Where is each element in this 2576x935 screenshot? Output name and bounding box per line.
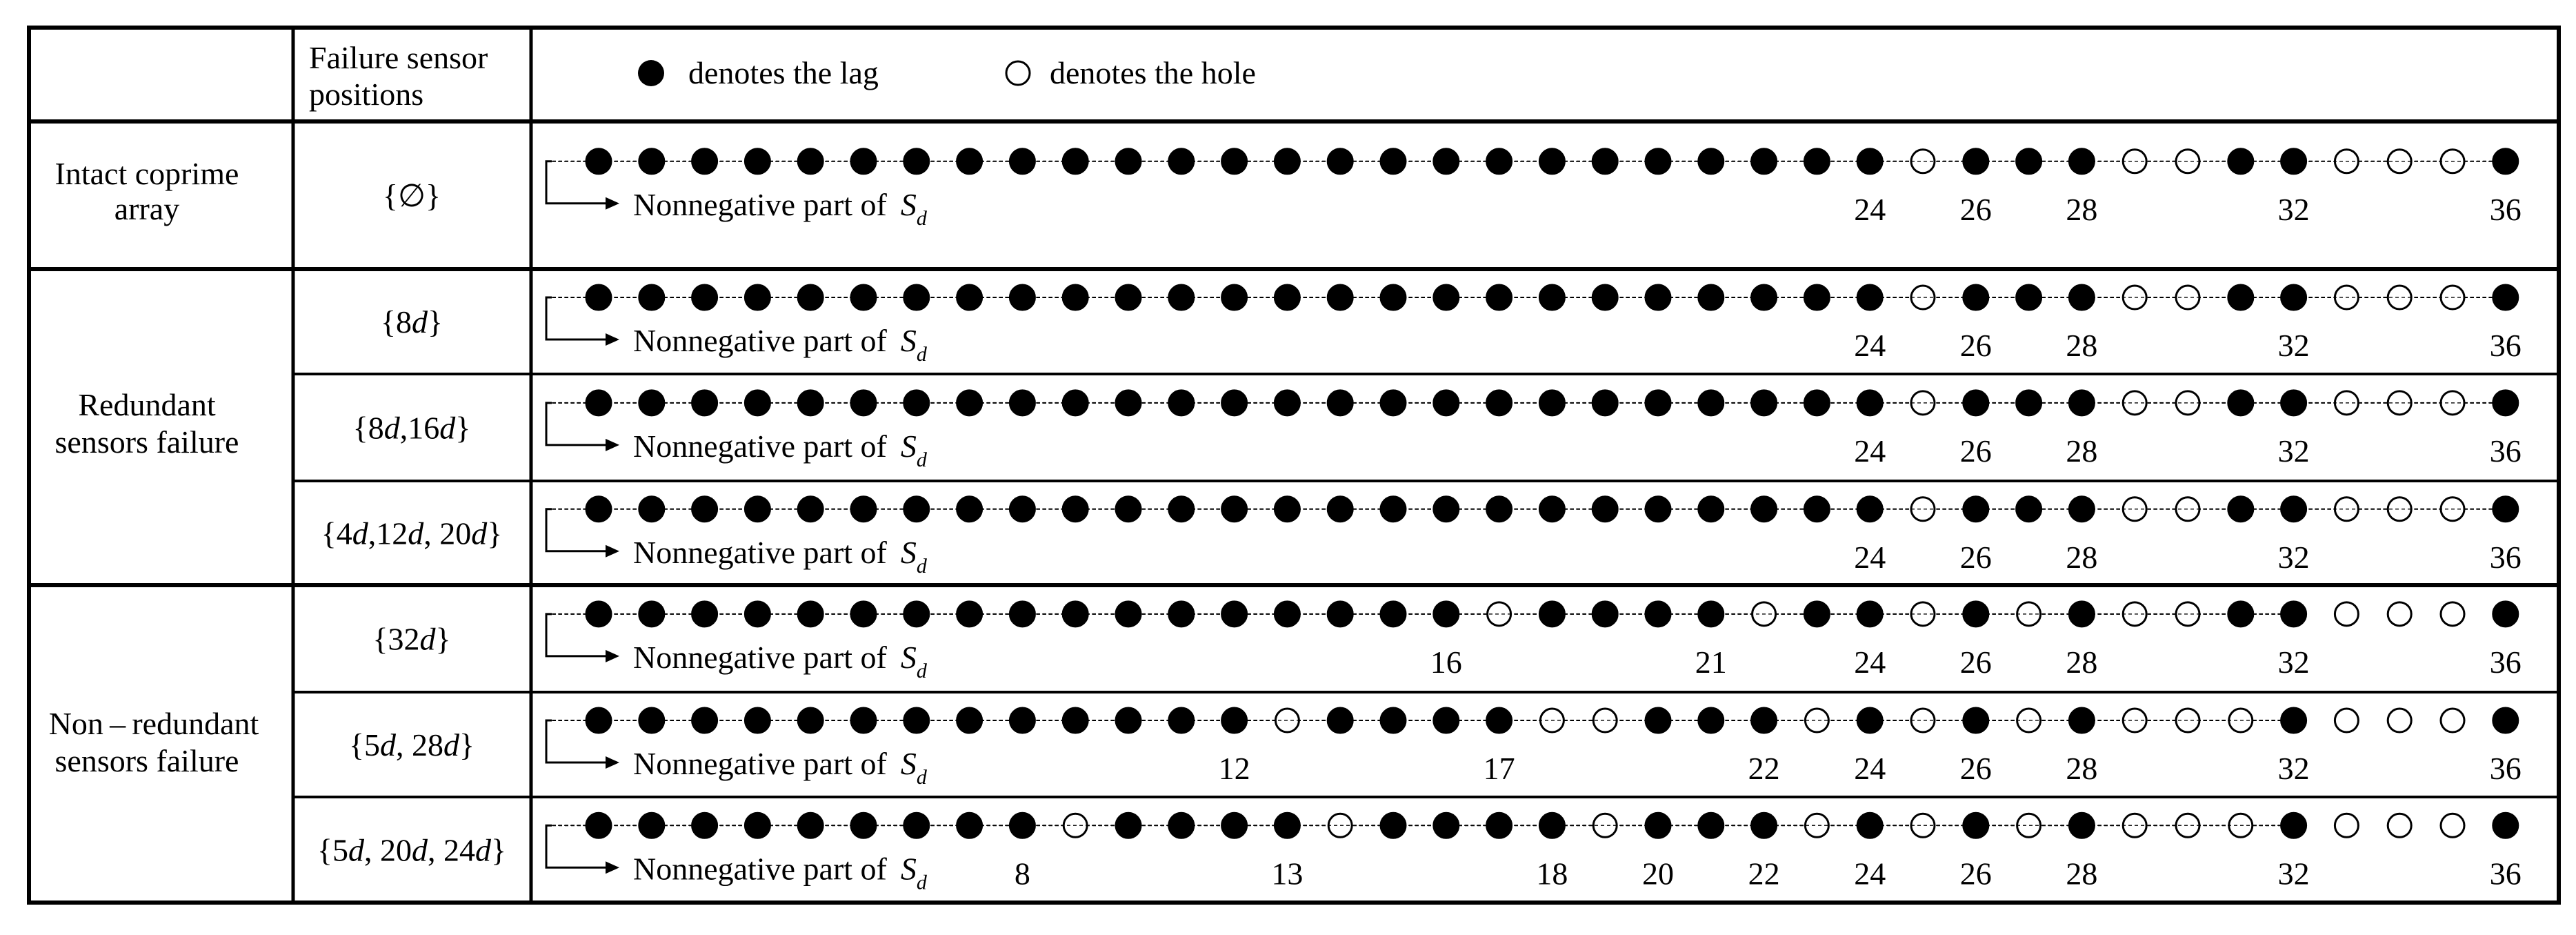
group-redundant-line1: Redundant	[78, 387, 216, 422]
failure-positions-part: d	[380, 727, 396, 762]
legend-lag-label: denotes the lag	[688, 55, 879, 90]
arrowhead	[606, 333, 619, 346]
arrowhead	[606, 650, 619, 662]
lag-tick-label: 24	[1854, 539, 1886, 575]
set-symbol: S	[900, 186, 917, 222]
legend-hole-marker	[1006, 61, 1030, 85]
failure-positions-part: d	[408, 515, 424, 551]
set-symbol: S	[900, 323, 917, 359]
lag-tick-label: 24	[1854, 856, 1886, 892]
failure-positions-part: {8	[380, 304, 412, 339]
failure-positions-part: d	[412, 832, 428, 868]
failure-positions-part: }	[455, 410, 471, 446]
lag-tick-label: 17	[1483, 751, 1515, 787]
arrowhead	[606, 197, 619, 210]
nonnegative-part-text: Nonnegative part of	[633, 186, 887, 222]
lag-marker	[2493, 812, 2519, 838]
lag-tick-label: 36	[2489, 191, 2522, 227]
nonnegative-part-text: Nonnegative part of	[633, 639, 887, 675]
set-subscript: d	[916, 343, 927, 366]
group-nonredundant-line1: Non – redundant	[48, 706, 259, 741]
failure-positions-part: d	[443, 727, 459, 762]
header-failure-positions-line2: positions	[309, 77, 424, 112]
lag-tick-label: 16	[1430, 644, 1462, 680]
lag-tick-label: 32	[2277, 328, 2310, 364]
failure-positions-part: d	[419, 621, 436, 657]
lag-tick-label: 26	[1959, 856, 1992, 892]
nonnegative-part-text: Nonnegative part of	[633, 851, 887, 887]
set-subscript: d	[916, 554, 927, 578]
failure-positions-part: d	[352, 515, 368, 551]
failure-positions-label	[372, 622, 450, 657]
failure-positions-part: , 28	[396, 727, 443, 762]
lag-row	[546, 284, 2522, 366]
failure-positions-part: {5	[348, 727, 380, 762]
set-subscript: d	[916, 448, 927, 471]
header-failure-positions-line1: Failure sensor	[309, 40, 488, 75]
nonnegative-part-text: Nonnegative part of	[633, 746, 887, 782]
nonnegative-part-label	[633, 851, 928, 894]
lag-tick-label: 28	[2066, 433, 2098, 469]
failure-positions-part: }	[459, 727, 475, 762]
lag-row	[546, 496, 2522, 578]
lag-tick-label: 24	[1854, 751, 1886, 787]
table-header	[309, 40, 1256, 112]
nonnegative-part-label	[633, 640, 928, 682]
lag-tick-label: 32	[2277, 856, 2310, 892]
legend-lag-marker	[638, 60, 664, 86]
nonnegative-part-label	[633, 187, 928, 230]
nonnegative-part-text: Nonnegative part of	[633, 323, 887, 359]
lag-tick-label: 12	[1218, 751, 1250, 787]
lag-tick-label: 13	[1271, 856, 1304, 892]
lag-tick-label: 26	[1959, 539, 1992, 575]
failure-positions-label	[349, 727, 475, 762]
failure-positions-part: }	[487, 515, 503, 551]
lag-row	[546, 601, 2522, 682]
failure-positions-label	[383, 178, 441, 213]
group-labels	[49, 156, 259, 778]
lag-tick-label: 36	[2489, 644, 2522, 680]
set-subscript: d	[916, 871, 927, 894]
lag-rows	[546, 148, 2522, 894]
lag-tick-label: 24	[1854, 644, 1886, 680]
hole-marker	[2388, 814, 2411, 837]
lag-tick-label: 24	[1854, 328, 1886, 364]
failure-positions-part: , 20	[423, 515, 472, 551]
lag-tick-label: 20	[1642, 856, 1674, 892]
set-subscript: d	[916, 206, 927, 230]
hole-marker	[2335, 602, 2358, 626]
lag-tick-label: 8	[1014, 856, 1030, 892]
lag-tick-label: 26	[1959, 644, 1992, 680]
lag-row	[546, 812, 2522, 894]
failure-positions-label	[317, 833, 506, 868]
failure-positions-part: d	[475, 832, 491, 868]
failure-positions-part: d	[348, 832, 364, 868]
lag-tick-label: 28	[2066, 644, 2098, 680]
lag-tick-label: 36	[2489, 751, 2522, 787]
nonnegative-part-label	[633, 429, 928, 471]
failure-positions-part: d	[383, 410, 400, 446]
lag-tick-label: 21	[1695, 644, 1727, 680]
lag-marker	[2493, 601, 2519, 627]
nonnegative-part-label	[633, 323, 928, 366]
lag-tick-label: 28	[2066, 856, 2098, 892]
lag-row	[546, 390, 2522, 471]
failure-positions-part: ,16	[399, 410, 440, 446]
set-symbol: S	[900, 851, 917, 887]
lag-tick-label: 32	[2277, 751, 2310, 787]
lag-tick-label: 26	[1959, 191, 1992, 227]
failure-positions-part: {	[382, 178, 398, 213]
group-redundant-line2: sensors failure	[54, 424, 239, 460]
hole-marker	[2335, 709, 2358, 732]
lag-tick-label: 28	[2066, 539, 2098, 575]
set-subscript: d	[916, 766, 927, 789]
lag-tick-label: 36	[2489, 433, 2522, 469]
failure-positions-label	[381, 304, 443, 339]
lag-tick-label: 32	[2277, 644, 2310, 680]
failure-positions-part: d	[439, 410, 456, 446]
set-subscript: d	[916, 659, 927, 682]
lag-tick-label: 32	[2277, 539, 2310, 575]
failure-positions-label	[321, 516, 503, 551]
legend-hole-label: denotes the hole	[1050, 55, 1256, 90]
hole-marker	[2441, 709, 2464, 732]
lag-row	[546, 148, 2522, 230]
lag-marker	[2493, 707, 2519, 734]
failure-positions-part: {5	[317, 832, 348, 868]
failure-positions-part: , 24	[428, 832, 475, 868]
failure-positions-part: d	[412, 304, 428, 339]
lag-tick-label: 28	[2066, 328, 2098, 364]
set-symbol: S	[900, 639, 917, 675]
failure-position-labels	[317, 178, 506, 868]
failure-positions-part: }	[435, 621, 451, 657]
failure-positions-part: ,12	[368, 515, 408, 551]
arrowhead	[606, 861, 619, 874]
set-symbol: S	[900, 428, 917, 464]
failure-positions-part: {4	[321, 515, 352, 551]
failure-positions-part: , 20	[364, 832, 412, 868]
failure-positions-part: ∅	[397, 178, 426, 213]
lag-tick-label: 28	[2066, 191, 2098, 227]
set-symbol: S	[900, 534, 917, 570]
lag-tick-label: 24	[1854, 191, 1886, 227]
failure-positions-part: {8	[352, 410, 384, 446]
hole-marker	[2335, 814, 2358, 837]
lag-tick-label: 36	[2489, 539, 2522, 575]
failure-positions-part: }	[428, 304, 443, 339]
failure-positions-part: }	[491, 832, 507, 868]
lag-row	[546, 707, 2522, 789]
nonnegative-part-text: Nonnegative part of	[633, 428, 887, 464]
lag-tick-label: 26	[1959, 328, 1992, 364]
lag-tick-label: 24	[1854, 433, 1886, 469]
lag-tick-label: 28	[2066, 751, 2098, 787]
lag-tick-label: 32	[2277, 191, 2310, 227]
lag-tick-label: 36	[2489, 328, 2522, 364]
failure-positions-part: {32	[372, 621, 420, 657]
hole-marker	[2441, 602, 2464, 626]
arrowhead	[606, 439, 619, 451]
lag-tick-label: 18	[1536, 856, 1568, 892]
set-symbol: S	[900, 746, 917, 782]
lag-tick-label: 26	[1959, 433, 1992, 469]
nonnegative-part-label	[633, 535, 928, 578]
group-intact-line1: Intact coprime	[54, 156, 239, 191]
failure-positions-part: }	[426, 178, 441, 213]
lag-tick-label: 22	[1748, 751, 1780, 787]
hole-marker	[2388, 602, 2411, 626]
nonnegative-part-text: Nonnegative part of	[633, 534, 887, 570]
lag-tick-label: 22	[1748, 856, 1780, 892]
hole-marker	[2441, 814, 2464, 837]
arrowhead	[606, 756, 619, 769]
lag-tick-label: 36	[2489, 856, 2522, 892]
failure-positions-label	[353, 411, 471, 446]
failure-positions-part: d	[471, 515, 488, 551]
arrowhead	[606, 545, 619, 558]
hole-marker	[2388, 709, 2411, 732]
nonnegative-part-label	[633, 746, 928, 789]
lag-tick-label: 26	[1959, 751, 1992, 787]
group-intact-line2: array	[114, 191, 180, 226]
lag-tick-label: 32	[2277, 433, 2310, 469]
group-nonredundant-line2: sensors failure	[54, 743, 239, 778]
